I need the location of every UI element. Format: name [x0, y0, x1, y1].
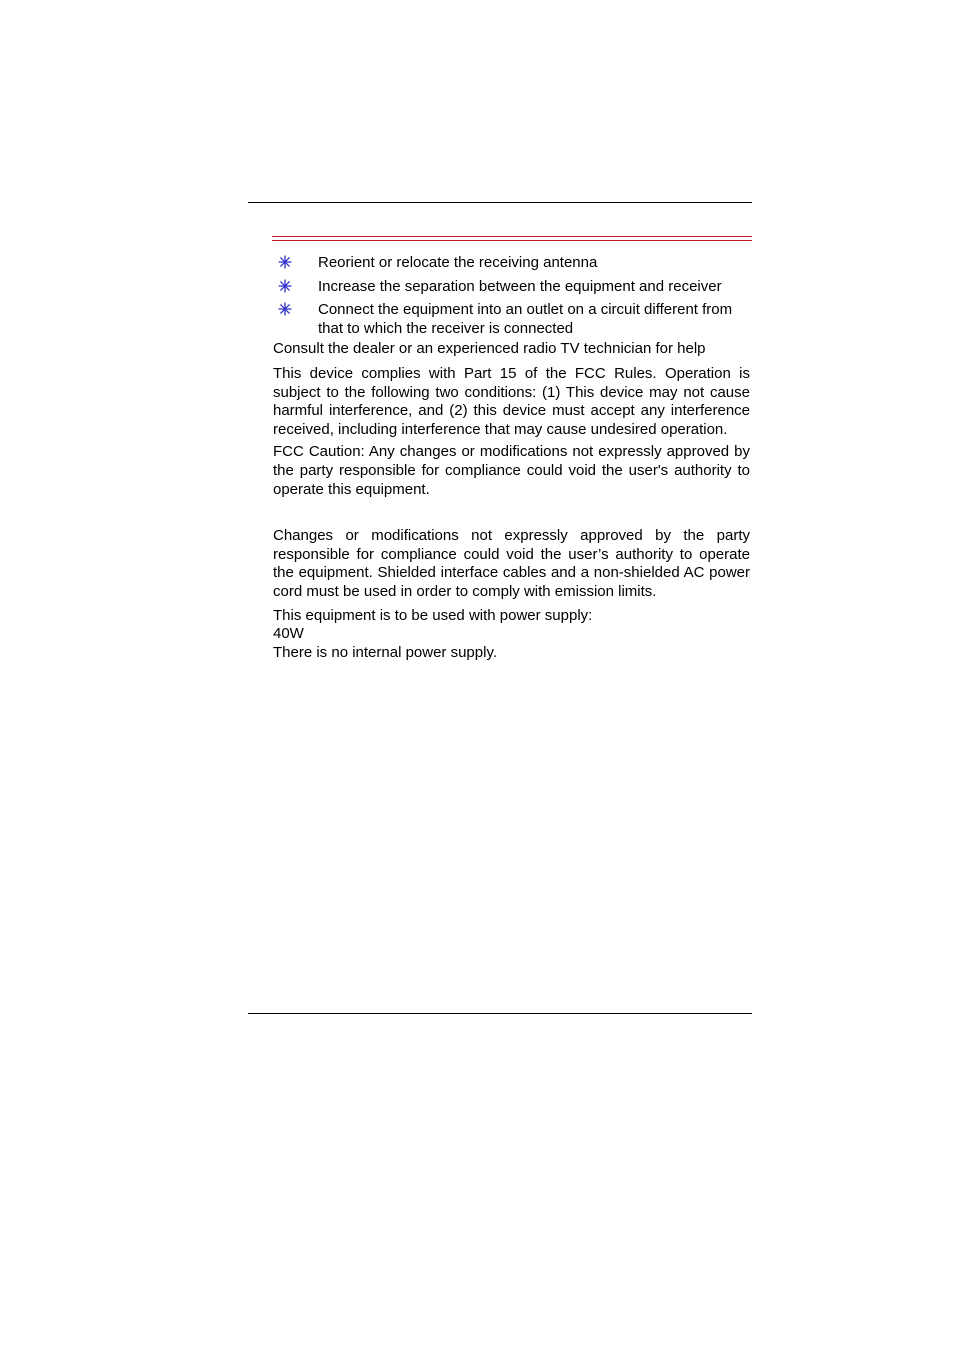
bullet-text: Connect the equipment into an outlet on a circuit different from that to which the receiver is connected	[318, 301, 733, 337]
bullet-text: Increase the separation between the equipment and receiver	[318, 277, 722, 295]
snowflake-bullet-icon	[278, 302, 292, 316]
list-item	[273, 254, 750, 273]
list-item	[273, 278, 750, 297]
snowflake-bullet-icon	[278, 279, 292, 293]
suggestion-list	[273, 254, 750, 338]
internal-power-note: There is no internal power supply.	[273, 643, 498, 661]
consult-paragraph: Consult the dealer or an experienced radio TV technician for help	[273, 340, 706, 358]
power-supply-line: This equipment is to be used with power supply:	[273, 606, 593, 624]
changes-notice-paragraph: Changes or modifications not expressly approved by the party responsible for compliance could void the user’s authority to operate the equipment. Shielded interface cables and a non-shielded AC power cord must be used in order to comply with emission limits.	[273, 527, 750, 600]
page-content	[273, 254, 750, 662]
fcc-compliance-paragraph: This device complies with Part 15 of the FCC Rules. Operation is subject to the following two conditions: (1) This device may not cause harmful interference, and (2) this device must accept any interference received, including interference that may cause undesired operation.	[273, 364, 750, 438]
snowflake-bullet-icon	[278, 255, 292, 269]
section-divider	[272, 236, 752, 241]
footer-rule	[248, 1013, 752, 1014]
fcc-caution-paragraph: FCC Caution: Any changes or modifications not expressly approved by the party responsible for compliance could void the user's authority to operate this equipment.	[273, 443, 750, 498]
header-rule	[248, 202, 752, 203]
list-item	[273, 301, 750, 338]
bullet-text: Reorient or relocate the receiving antenna	[318, 254, 598, 271]
power-rating: 40W	[273, 625, 304, 643]
power-supply-block	[273, 607, 750, 663]
